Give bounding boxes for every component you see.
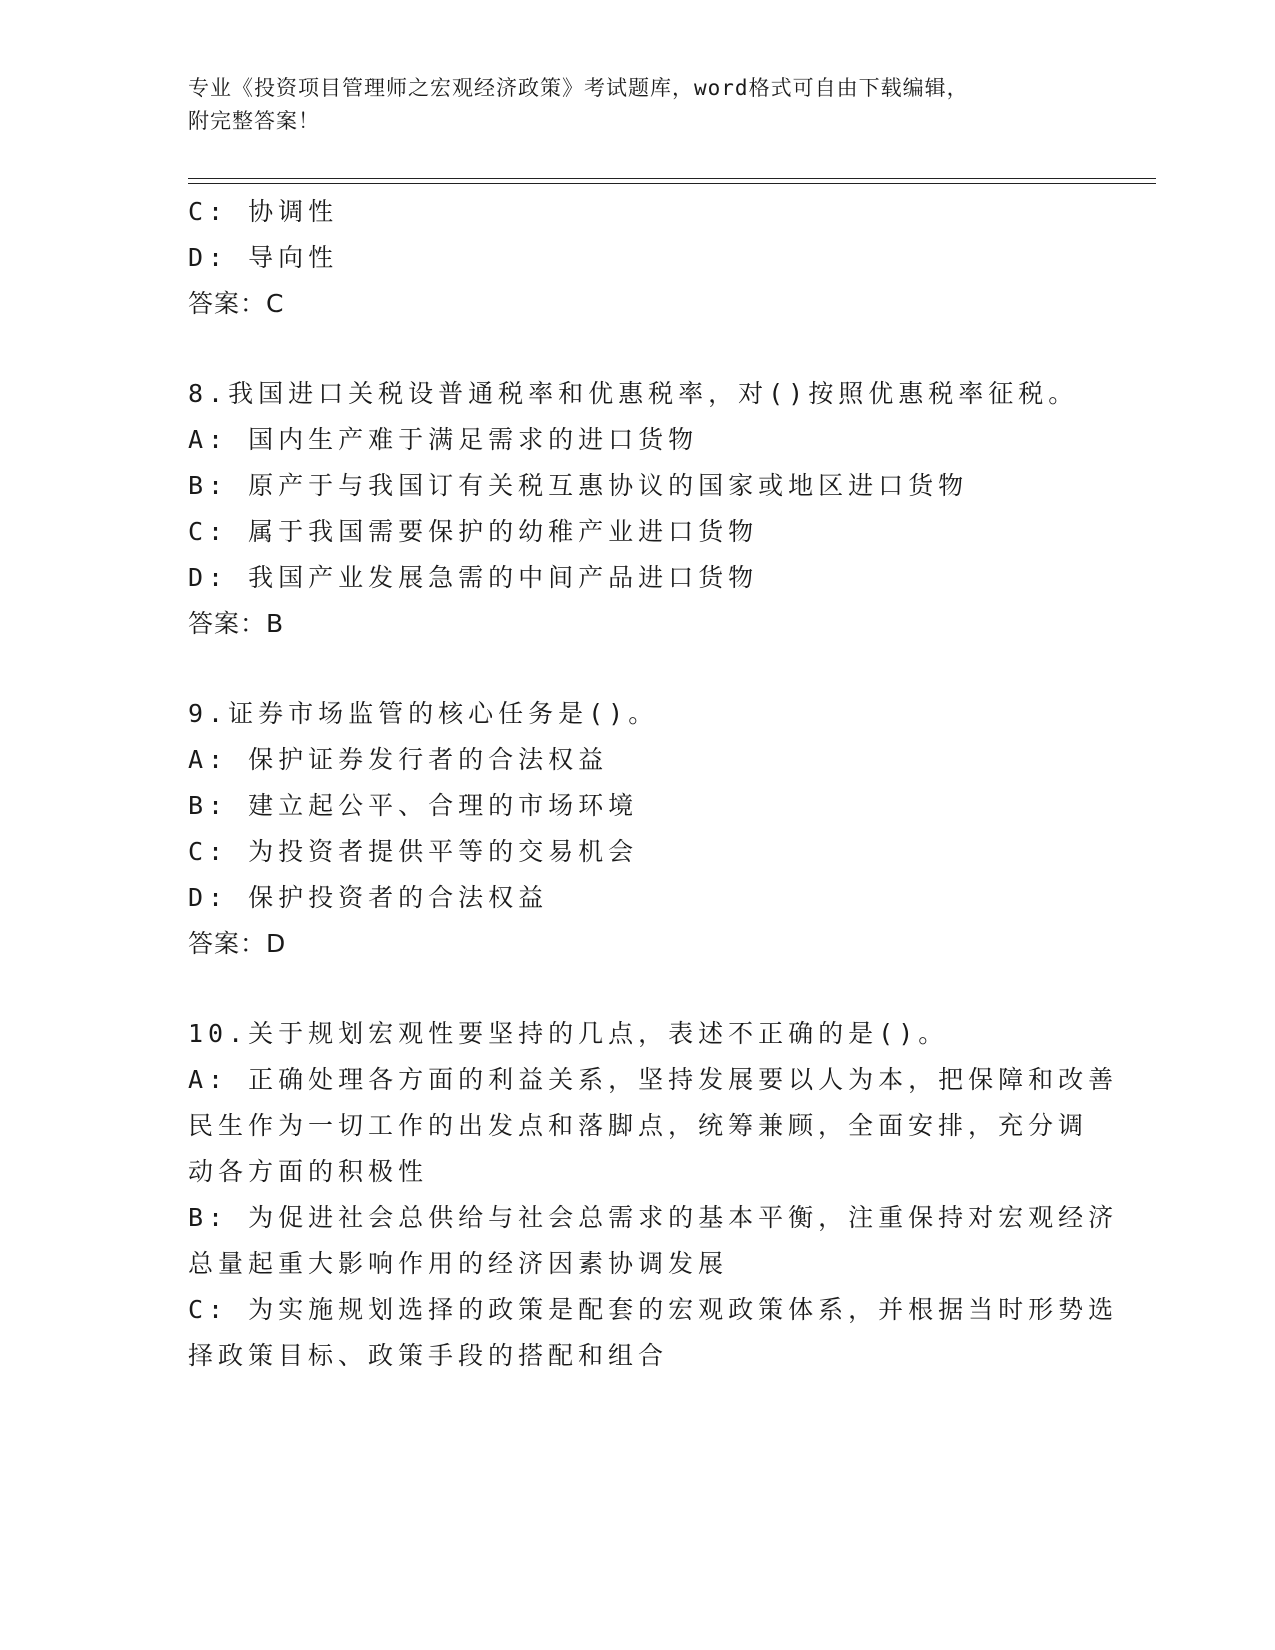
question-9 [188, 691, 1088, 967]
q7-option-d: D: 导向性 [188, 243, 339, 272]
q10-stem: 10.关于规划宏观性要坚持的几点，表述不正确的是()。 [188, 1019, 949, 1048]
q10-option-c-line-2: 择政策目标、政策手段的搭配和组合 [188, 1341, 669, 1370]
spacer [188, 647, 1088, 691]
q7-answer: 答案：C [188, 289, 285, 318]
q9-stem: 9.证券市场监管的核心任务是()。 [188, 699, 659, 728]
q9-option-c: C: 为投资者提供平等的交易机会 [188, 837, 639, 866]
q7-option-c: C: 协调性 [188, 197, 339, 226]
spacer [188, 327, 1088, 371]
q10-option-c-line-1: C: 为实施规划选择的政策是配套的宏观政策体系，并根据当时形势选 [188, 1295, 1119, 1324]
q10-option-a-line-2: 民生作为一切工作的出发点和落脚点，统筹兼顾，全面安排，充分调 [188, 1111, 1089, 1140]
header-divider-top [188, 178, 1156, 179]
q8-option-a: A: 国内生产难于满足需求的进口货物 [188, 425, 699, 454]
q10-option-b-line-1: B: 为促进社会总供给与社会总需求的基本平衡，注重保持对宏观经济 [188, 1203, 1119, 1232]
question-7-tail [188, 189, 1088, 327]
header-note [188, 72, 1088, 138]
q8-option-d: D: 我国产业发展急需的中间产品进口货物 [188, 563, 759, 592]
q10-option-a-line-3: 动各方面的积极性 [188, 1157, 429, 1186]
q8-answer: 答案：B [188, 609, 285, 638]
q9-option-b: B: 建立起公平、合理的市场环境 [188, 791, 639, 820]
header-divider-bottom [188, 183, 1156, 184]
question-content [188, 189, 1119, 1379]
q10-option-a-line-1: A: 正确处理各方面的利益关系，坚持发展要以人为本，把保障和改善 [188, 1065, 1119, 1094]
q10-option-b-line-2: 总量起重大影响作用的经济因素协调发展 [188, 1249, 729, 1278]
q8-option-c: C: 属于我国需要保护的幼稚产业进口货物 [188, 517, 759, 546]
q9-option-a: A: 保护证券发行者的合法权益 [188, 745, 609, 774]
header-note-line-1: 专业《投资项目管理师之宏观经济政策》考试题库，word格式可自由下载编辑， [188, 76, 969, 100]
spacer [188, 967, 1088, 1011]
q8-stem: 8.我国进口关税设普通税率和优惠税率，对()按照优惠税率征税。 [188, 379, 1079, 408]
header-note-line-2: 附完整答案！ [188, 109, 320, 133]
q9-option-d: D: 保护投资者的合法权益 [188, 883, 549, 912]
question-8 [188, 371, 1088, 647]
question-10 [188, 1011, 1119, 1379]
q8-option-b: B: 原产于与我国订有关税互惠协议的国家或地区进口货物 [188, 471, 969, 500]
q9-answer: 答案：D [188, 929, 287, 958]
